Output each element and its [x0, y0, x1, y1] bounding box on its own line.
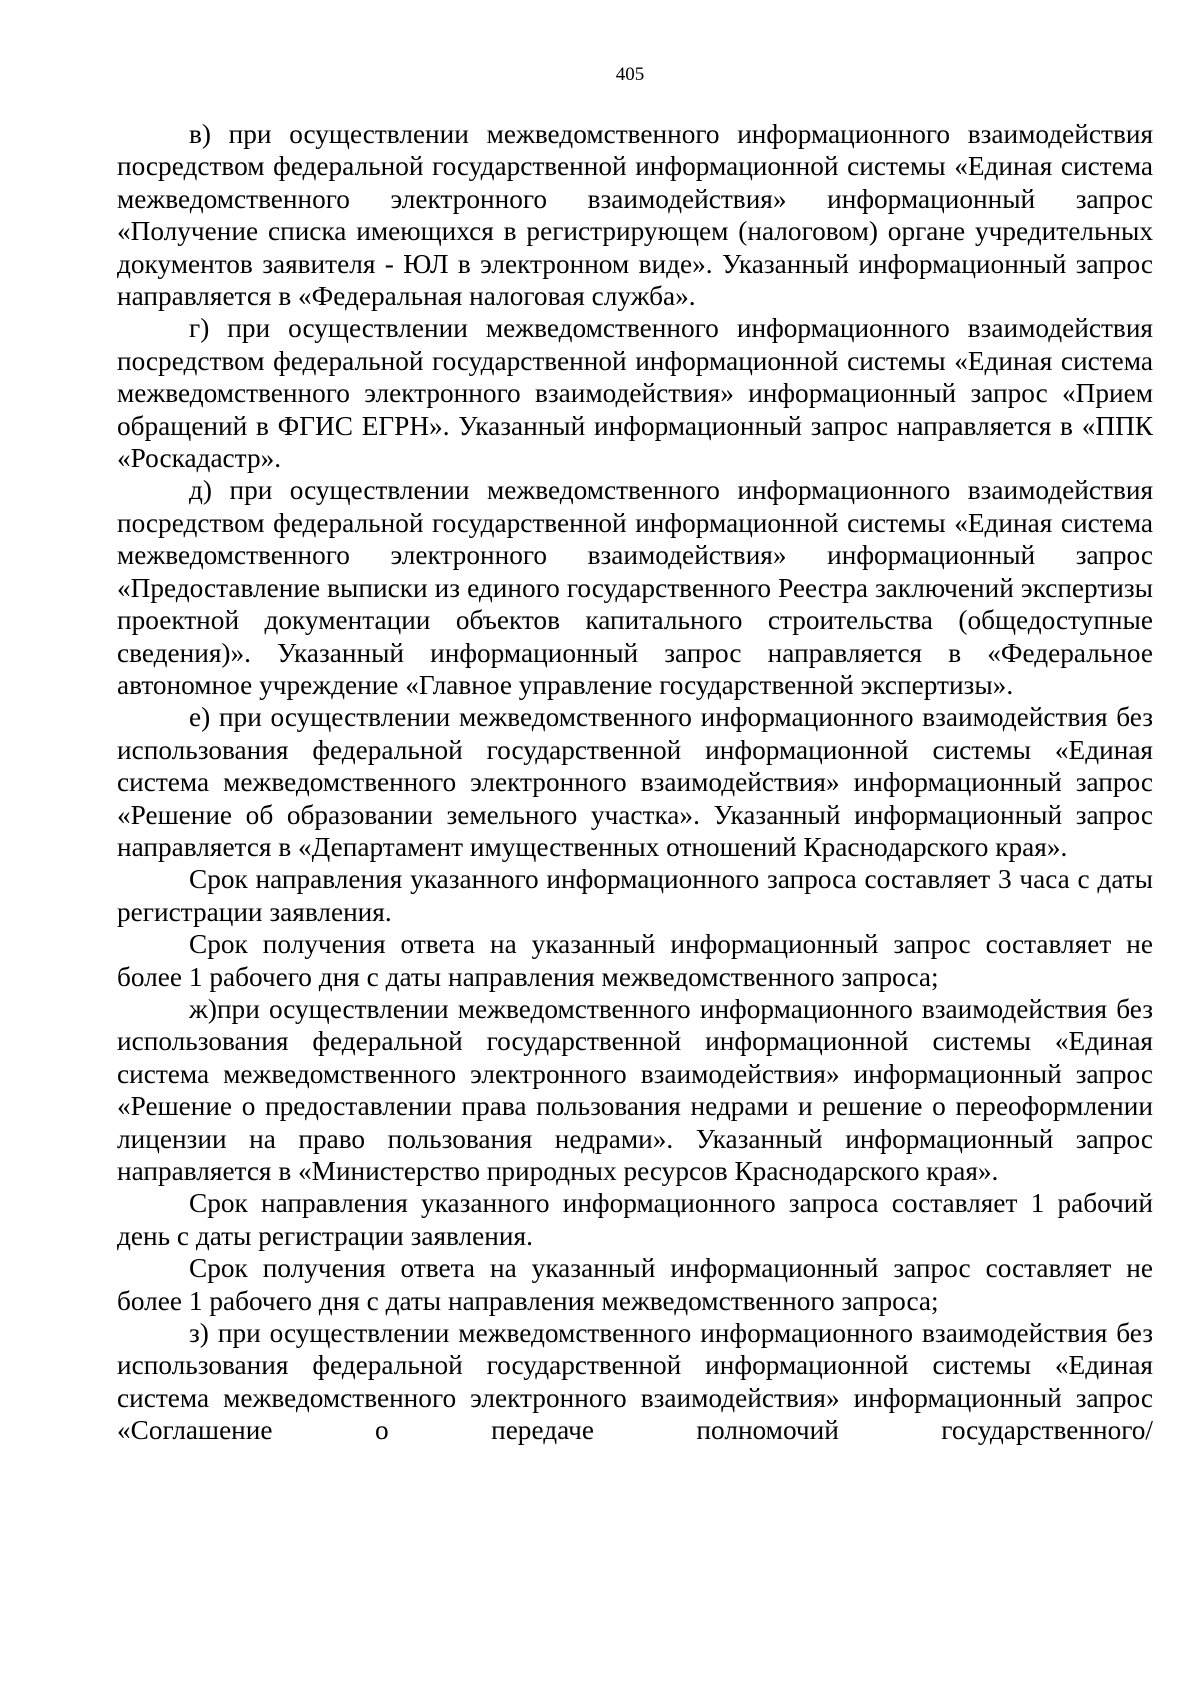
paragraph-zh: ж)при осуществлении межведомственного информационного взаимодействия без использования федеральной государственной информационной системы «Единая система межведомственного электронного взаимодействия» информационный запрос «Решение о предоставлении права пользования недрами и решение о переоформлении лицензии на право пользования недрами». Указанный информационный запрос направляется в «Министерство природных ресурсов Краснодарского края».: [117, 993, 1153, 1186]
paragraph-zh-deadline-response: Срок получения ответа на указанный информационный запрос составляет не более 1 рабочего дня с даты направления межведомственного запроса;: [117, 1253, 1153, 1316]
paragraph-e: е) при осуществлении межведомственного информационного взаимодействия без использования федеральной государственной информационной системы «Единая система межведомственного электронного взаимодействия» информационный запрос «Решение об образовании земельного участка». Указанный информационный запрос направляется в «Департамент имущественных отношений Краснодарского края».: [117, 702, 1153, 862]
paragraph-d: д) при осуществлении межведомственного информационного взаимодействия посредством федеральной государственной информационной системы «Единая система межведомственного электронного взаимодействия» информационный запрос «Предоставление выписки из единого государственного Реестра заключений экспертизы проектной документации объектов капитального строительства (общедоступные сведения)». Указанный информационный запрос направляется в «Федеральное автономное учреждение «Главное управление государственной экспертизы».: [117, 475, 1153, 700]
paragraph-zh-deadline-send: Срок направления указанного информационного запроса составляет 1 рабочий день с даты регистрации заявления.: [117, 1188, 1153, 1251]
paragraph-e-deadline-response: Срок получения ответа на указанный информационный запрос составляет не более 1 рабочего дня с даты направления межведомственного запроса;: [117, 929, 1153, 992]
paragraph-g: г) при осуществлении межведомственного информационного взаимодействия посредством федеральной государственной информационной системы «Единая система межведомственного электронного взаимодействия» информационный запрос «Прием обращений в ФГИС ЕГРН». Указанный информационный запрос направляется в «ППК «Роскадастр».: [117, 313, 1153, 474]
paragraph-v: в) при осуществлении межведомственного информационного взаимодействия посредством федеральной государственной информационной системы «Единая система межведомственного электронного взаимодействия» информационный запрос «Получение списка имеющихся в регистрирующем (налоговом) органе учредительных документов заявителя - ЮЛ в электронном виде». Указанный информационный запрос направляется в «Федеральная налоговая служба».: [117, 119, 1153, 312]
document-body: [117, 118, 1153, 1447]
page-number: 405: [615, 64, 645, 85]
paragraph-e-deadline-send: Срок направления указанного информационного запроса составляет 3 часа с даты регистрации заявления.: [117, 864, 1153, 927]
paragraph-z: з) при осуществлении межведомственного информационного взаимодействия без использования федеральной государственной информационной системы «Единая система межведомственного электронного взаимодействия» информационный запрос «Соглашение о передаче полномочий государственного/: [117, 1318, 1153, 1446]
